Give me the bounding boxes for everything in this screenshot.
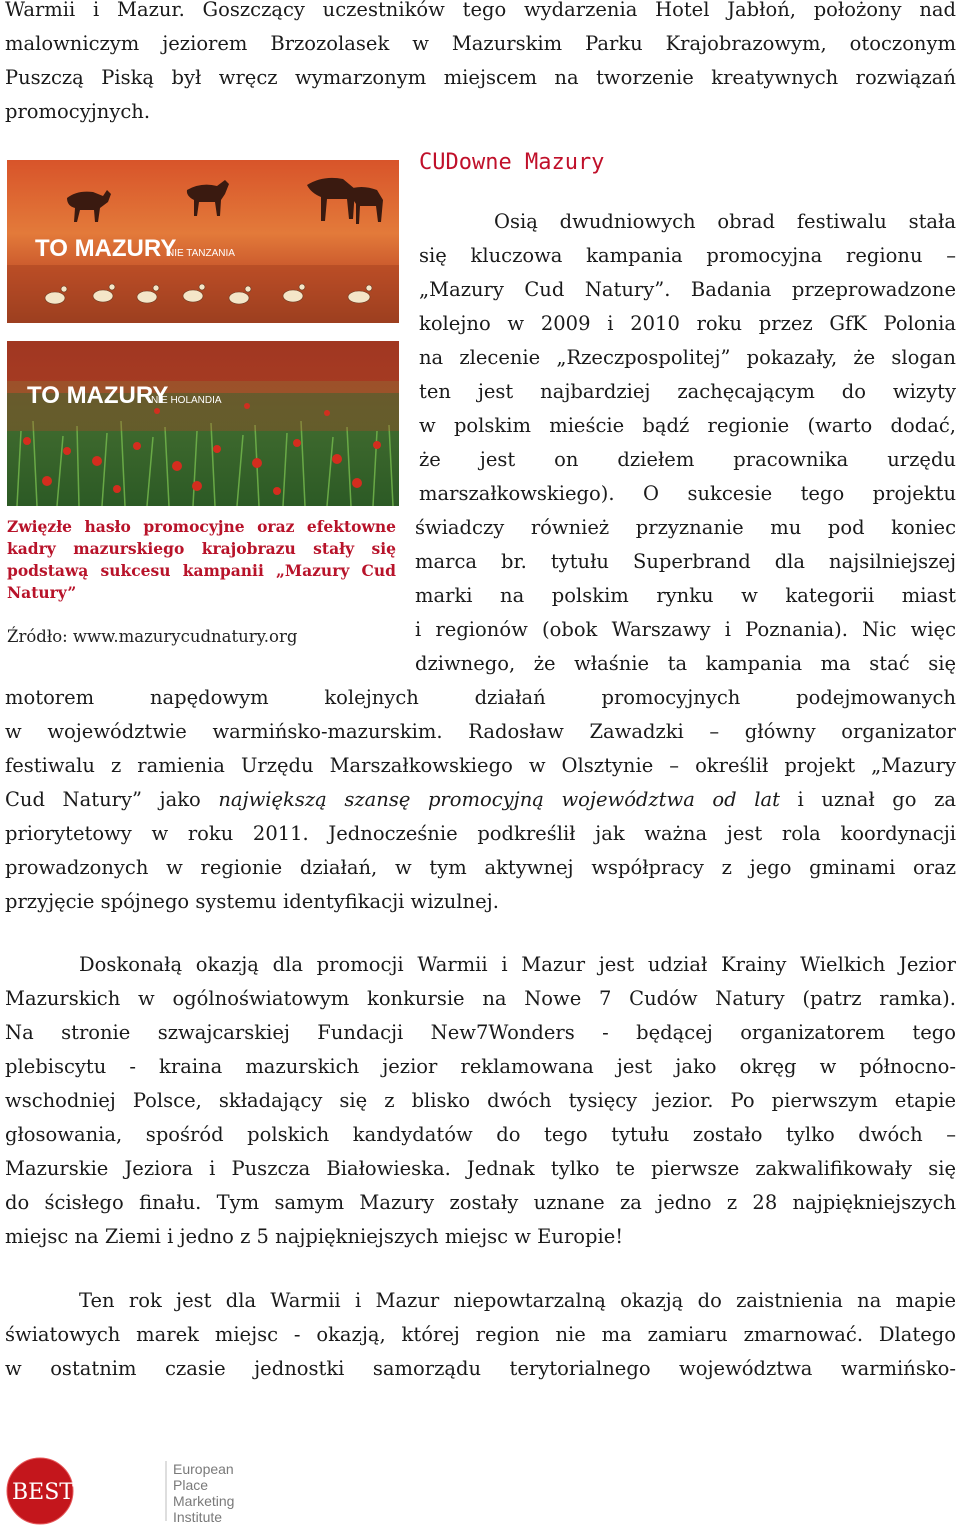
italic-pre: Cud Natury” jako [5, 788, 219, 811]
column-line: Osią dwudniowych obrad festiwalu stała [494, 210, 956, 233]
italic-quote: największą szansę promocyjną województwa od lat [218, 788, 780, 811]
intro-line: promocyjnych. [5, 100, 151, 123]
column-line: marszałkowskiego). O sukcesie tego projektu [419, 482, 956, 505]
body-line: Mazurskie Jeziora i Puszcza Białowieska. Jednak tylko te pierwsze zakwalifikowały się [5, 1157, 956, 1180]
column-line: ten jest najbardziej zachęcającym do wizyty [419, 380, 956, 403]
body-line: światowych marek miejsc - okazją, której region nie ma zamiaru zmarnować. Dlatego [5, 1323, 956, 1346]
logo-line1: European [173, 1461, 234, 1477]
body-line: przyjęcie spójnego systemu identyfikacji wizulnej. [5, 890, 499, 913]
body-line: plebiscytu - kraina mazurskich jezior reklamowana jest jako okręg w północno- [5, 1055, 956, 1078]
body-line: Mazurskich w ogólnoświatowym konkursie na Nowe 7 Cudów Natury (patrz ramka). [5, 987, 956, 1010]
column-line: marki na polskim rynku w kategorii miast [415, 584, 956, 607]
column-line: dziwnego, że właśnie ta kampania ma stać się [415, 652, 956, 675]
figure-source: Źródło: www.mazurycudnatury.org [7, 627, 298, 646]
body-line: festiwalu z ramienia Urzędu Marszałkowskiego w Olsztynie – określił projekt „Mazury [5, 754, 956, 777]
column-line: na zlecenie „Rzeczpospolitej” pokazały, że slogan [419, 346, 956, 369]
campaign-image-holandia-art [7, 341, 399, 506]
image1-overlay-sub: NIE TANZANIA [167, 248, 235, 259]
column-line: że jest on dziełem pracownika urzędu [419, 448, 956, 471]
intro-line: Warmii i Mazur. Goszczący uczestników tego wydarzenia Hotel Jabłoń, położony nad [5, 0, 956, 21]
column-line: marca br. tytułu Superbrand dla najsilniejszej [415, 550, 956, 573]
body-line: w województwie warmińsko-mazurskim. Radosław Zawadzki – główny organizator [5, 720, 956, 743]
column-line: „Mazury Cud Natury”. Badania przeprowadzone [419, 278, 956, 301]
logo-brand-text: BEST PLACE [12, 1480, 160, 1505]
logo-line3: Marketing [173, 1493, 235, 1509]
figure-caption: Zwięzłe hasło promocyjne oraz efektowne kadry mazurskiego krajobrazu stały się podstawą sukcesu kampanii „Mazury Cud Natury” [7, 517, 396, 602]
body-line: w ostatnim czasie jednostki samorządu terytorialnego województwa warmińsko- [5, 1357, 956, 1380]
body-line: wschodniej Polsce, składający się z blisko dwóch tysięcy jezior. Po pierwszym etapie [5, 1089, 956, 1112]
column-line: się kluczowa kampania promocyjna regionu – [419, 244, 956, 267]
image2-overlay-sub: NIE HOLANDIA [151, 395, 222, 406]
body-line: motorem napędowym kolejnych działań promocyjnych podejmowanych [5, 686, 956, 709]
body-line: prowadzonych w regionie działań, w tym aktywnej współpracy z jego gminami oraz [5, 856, 956, 879]
body-line: Na stronie szwajcarskiej Fundacji New7Wonders - będącej organizatorem tego [5, 1021, 956, 1044]
body-line: do ścisłego finału. Tym samym Mazury zostały uznane za jedno z 28 najpiękniejszych [5, 1191, 956, 1214]
image2-overlay-text: TO MAZURY [27, 382, 169, 409]
best-place-logo-art [6, 1455, 266, 1527]
body-line: Doskonałą okazją dla promocji Warmii i Mazur jest udział Krainy Wielkich Jezior [79, 953, 956, 976]
italic-post: i uznał go za [779, 788, 956, 811]
logo-line4: Institute [173, 1509, 223, 1525]
image1-overlay-text: TO MAZURY [35, 235, 177, 262]
campaign-image-holandia [7, 341, 399, 506]
body-line: priorytetowy w roku 2011. Jednocześnie podkreślił jak ważna jest rola koordynacji [5, 822, 956, 845]
body-line: głosowania, spośród polskich kandydatów do tego tytułu zostało tylko dwóch – [5, 1123, 956, 1146]
best-place-logo [6, 1455, 266, 1527]
intro-line: malowniczym jeziorem Brzozolasek w Mazurskim Parku Krajobrazowym, otoczonym [5, 32, 956, 55]
body-line: miejsc na Ziemi i jedno z 5 najpiękniejszych miejsc w Europie! [5, 1225, 624, 1248]
logo-line2: Place [173, 1477, 209, 1493]
campaign-image-tanzania-art [7, 160, 399, 323]
intro-line: Puszczą Piską był wręcz wymarzonym miejscem na tworzenie kreatywnych rozwiązań [5, 66, 956, 89]
section-heading: CUDowne Mazury [419, 150, 605, 175]
body-line-italic [5, 783, 956, 817]
body-line: Ten rok jest dla Warmii i Mazur niepowtarzalną okazją do zaistnienia na mapie [79, 1289, 956, 1312]
column-line: kolejno w 2009 i 2010 roku przez GfK Polonia [419, 312, 956, 335]
column-line: świadczy również przyznanie mu pod koniec [415, 516, 956, 539]
column-line: w polskim mieście bądź regionie (warto dodać, [419, 414, 956, 437]
column-line: i regionów (obok Warszawy i Poznania). Nic więc [415, 618, 956, 641]
campaign-image-tanzania [7, 160, 399, 323]
